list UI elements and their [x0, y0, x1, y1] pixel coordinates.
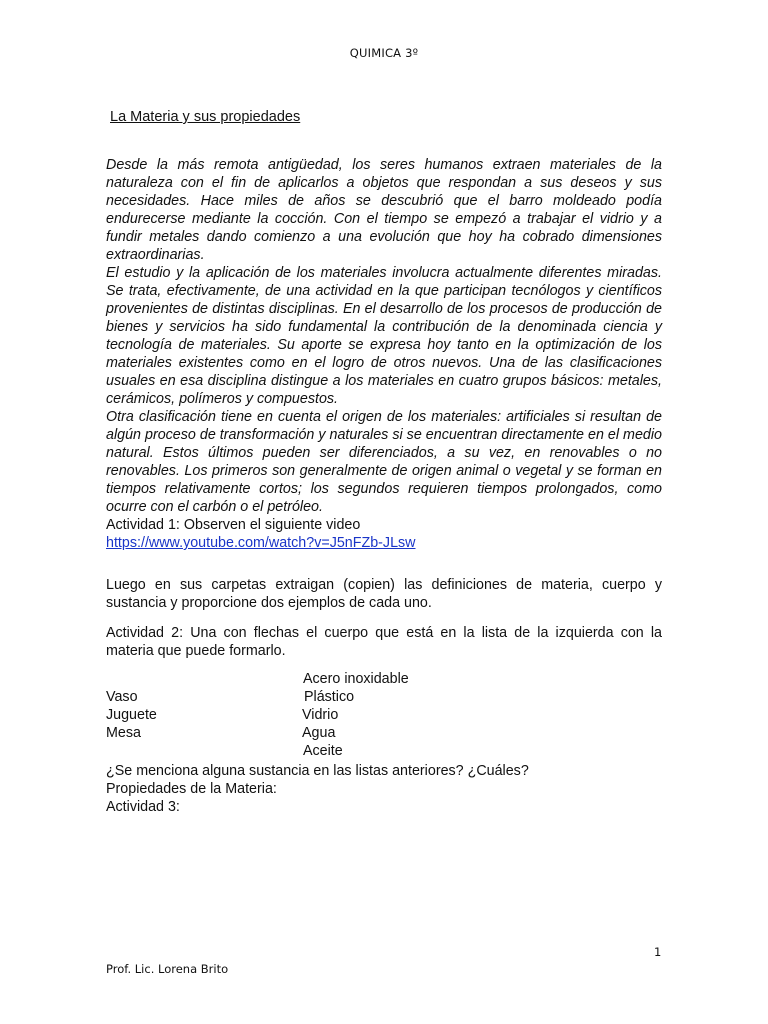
page-number: 1	[654, 945, 662, 959]
video-link[interactable]: https://www.youtube.com/watch?v=J5nFZb-JLsw	[106, 535, 416, 551]
material-item: Plástico	[304, 689, 355, 705]
activity-1-text: Actividad 1: Observen el siguiente video	[106, 517, 361, 533]
material-item: Acero inoxidable	[303, 671, 409, 687]
material-item: Agua	[302, 725, 336, 741]
page-footer: Prof. Lic. Lorena Brito	[106, 962, 229, 976]
body-item: Vaso	[106, 689, 138, 705]
instruction-text: Luego en sus carpetas extraigan (copien) las definiciones de materia, cuerpo y sustancia y proporcione dos ejemplos de cada uno.	[106, 577, 662, 611]
question-text: ¿Se menciona alguna sustancia en las listas anteriores? ¿Cuáles?	[106, 763, 529, 779]
paragraph-classification: Otra clasificación tiene en cuenta el origen de los materiales: artificiales si resultan de algún proceso de transformación y naturales si se encuentran directamente en el medio natural. Estos últimos pueden ser diferenciados, a su vez, en renovables o no renovables. Los primeros son generalmente de origen animal o vegetal y se forman en tiempos relativamente cortos; los segundos requieren tiempos prolongados, como ocurre con el carbón o el petróleo.	[106, 409, 662, 515]
activity-2-text: Actividad 2: Una con flechas el cuerpo que está en la lista de la izquierda con la materia que puede formarlo.	[106, 625, 662, 659]
paragraph-study: El estudio y la aplicación de los materiales involucra actualmente diferentes miradas. Se trata, efectivamente, de una actividad en la que participan tecnólogos y científicos provenientes de distintas disciplinas. En el desarrollo de los procesos de producción de bienes y servicios ha sido fundamental la contribución de la denominada ciencia y tecnología de materiales. Su aporte se expresa hoy tanto en la optimización de los materiales existentes como en el logro de otros nuevos. Una de las clasificaciones usuales en esa disciplina distingue a los materiales en cuatro grupos básicos: metales, cerámicos, polímeros y compuestos.	[106, 265, 662, 407]
body-item: Mesa	[106, 725, 141, 741]
page-title: La Materia y sus propiedades	[110, 109, 301, 125]
matching-lists	[106, 670, 662, 762]
body-item: Juguete	[106, 707, 157, 723]
material-item: Vidrio	[302, 707, 339, 723]
activity-3-text: Actividad 3:	[106, 799, 180, 815]
page-header: QUIMICA 3º	[349, 46, 419, 60]
material-item: Aceite	[303, 743, 343, 759]
document-body	[106, 156, 662, 816]
properties-heading: Propiedades de la Materia:	[106, 781, 277, 797]
paragraph-intro: Desde la más remota antigüedad, los seres humanos extraen materiales de la naturaleza con el fin de aplicarlos a objetos que respondan a sus deseos y sus necesidades. Hace miles de años se descubrió que el barro moldeado podía endurecerse mediante la cocción. Con el tiempo se empezó a trabajar el vidrio y a fundir metales dando comienzo a una evolución que hoy ha cobrado dimensiones extraordinarias.	[106, 157, 662, 263]
